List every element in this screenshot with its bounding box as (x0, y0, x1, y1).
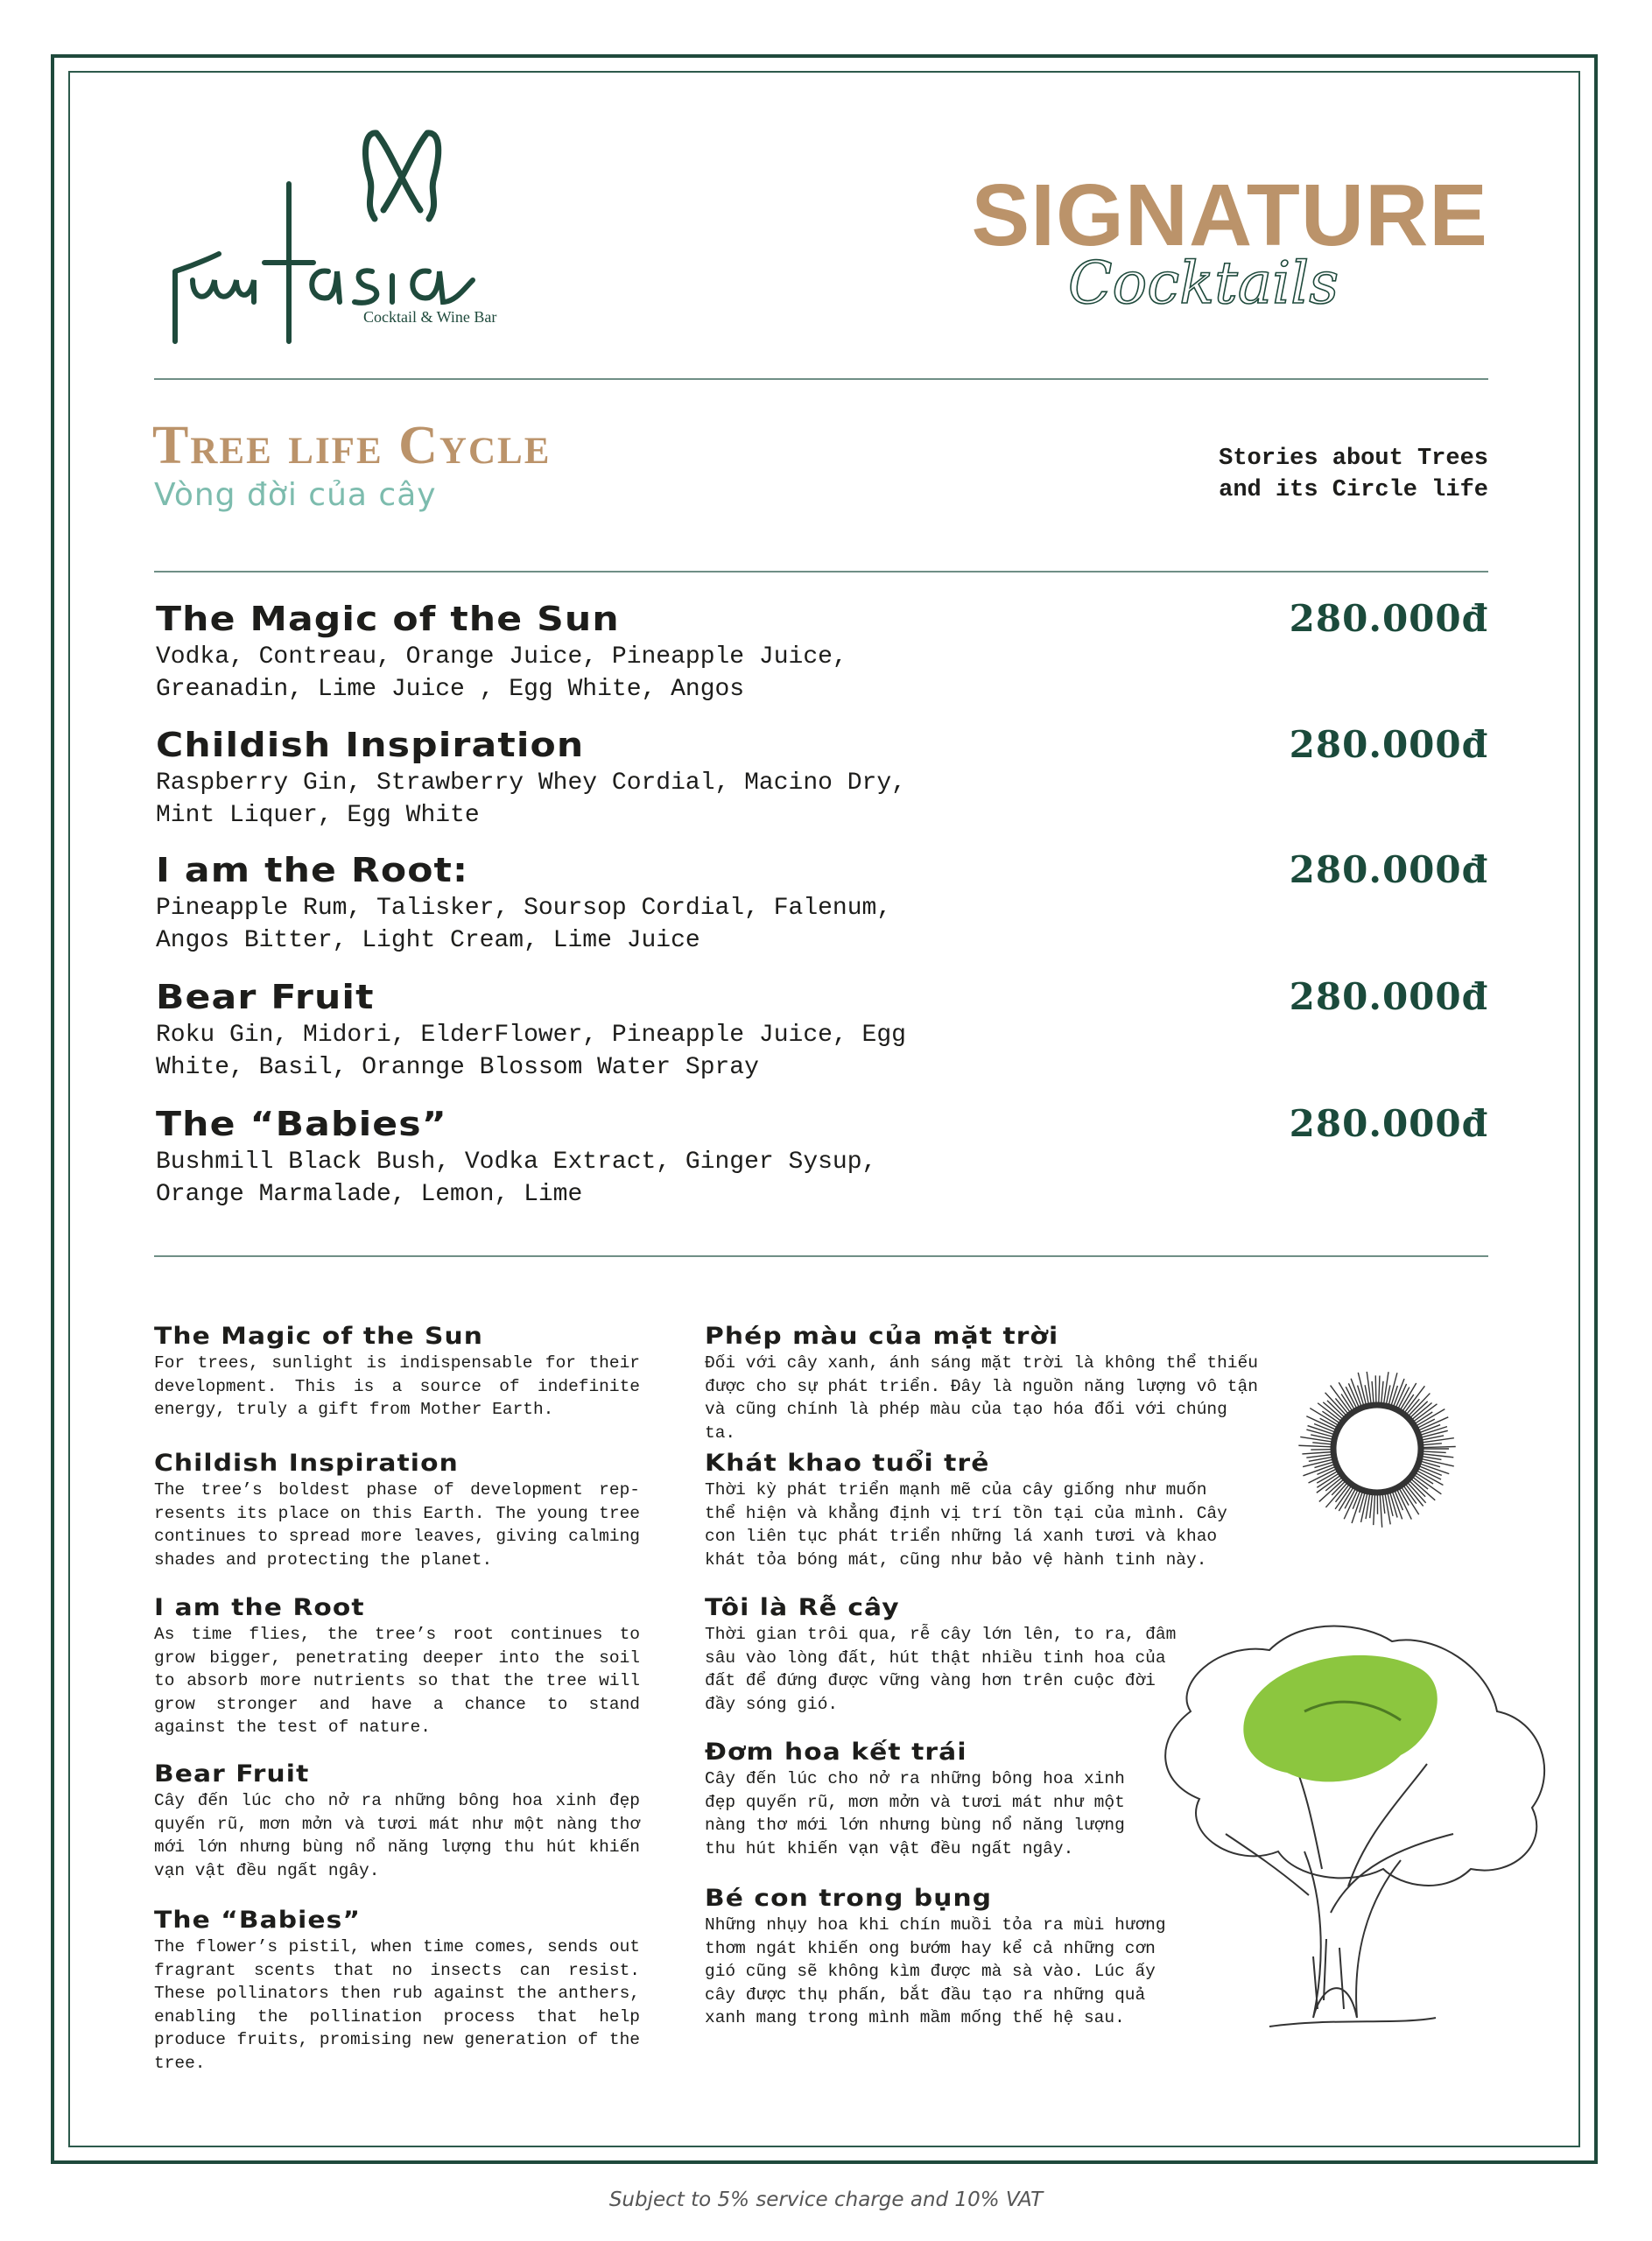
item-ingredients: Orange Marmalade, Lemon, Lime (156, 1181, 583, 1208)
item-ingredients: Bushmill Black Bush, Vodka Extract, Ginger Sysup, (156, 1149, 877, 1176)
story-en (154, 1760, 640, 1882)
cocktails-script (1059, 233, 1339, 329)
item-price: 280.000đ (1289, 723, 1488, 766)
svg-text:Cocktails: Cocktails (1068, 249, 1339, 317)
menu-item (156, 977, 1488, 1084)
item-ingredients: White, Basil, Orannge Blossom Water Spray (156, 1054, 759, 1081)
story-text: The tree’s boldest phase of development rep-resents its place on this Earth. The young tree continues to spread more leaves, giving calming shades and protecting the planet. (154, 1480, 640, 1570)
story-title: Bé con trong bụng (705, 1885, 993, 1912)
item-name: I am the Root: (156, 851, 469, 889)
item-ingredients: Raspberry Gin, Strawberry Whey Cordial, Macino Dry, (156, 769, 906, 797)
story-vi (705, 1884, 1177, 2030)
story-text: For trees, sunlight is indispensable for their development. This is a source of indefinite energy, truly a gift from Mother Earth. (154, 1353, 640, 1419)
story-en (154, 1906, 640, 2075)
story-title: The “Babies” (154, 1907, 362, 1934)
story-title: The Magic of the Sun (154, 1323, 484, 1350)
tree-sketch-icon (1138, 1606, 1593, 2044)
story-text: Những nhụy hoa khi chín muồi tỏa ra mùi hương thơm ngát khiến ong bướm hay kể cả những cơn gió cũng sẽ không kìm được mà sà vào. Lúc ấy cây được thụ phấn, bắt đầu tạo ra những quả xanh mang trong mình mầm mống thế hệ sau. (705, 1915, 1166, 2027)
story-title: Đơm hoa kết trái (705, 1739, 967, 1766)
stories-caption: Stories about Trees and its Circle life (1219, 446, 1488, 503)
divider (154, 1255, 1488, 1257)
story-title: I am the Root (154, 1594, 365, 1621)
story-text: As time flies, the tree’s root continues to grow bigger, penetrating deeper into the soil to absorb more nutrients so that the tree will grow stronger and have a chance to stand against the test of nature. (154, 1625, 640, 1737)
story-vi (705, 1593, 1177, 1716)
divider (154, 378, 1488, 380)
item-ingredients: Angos Bitter, Light Cream, Lime Juice (156, 927, 700, 954)
section-title: Tree life Cycle (152, 416, 552, 475)
menu-item (156, 1104, 1488, 1211)
item-name: The Magic of the Sun (156, 600, 620, 638)
story-text: Thời kỳ phát triển mạnh mẽ của cây giống như muốn thể hiện và khẳng định vị trí tồn tại của mình. Cây con liên tục phát triển những lá xanh tươi và khao khát tỏa bóng mát, cũng như bảo vệ hành tinh này. (705, 1480, 1227, 1570)
menu-item (156, 850, 1488, 957)
sun-sketch-icon (1294, 1366, 1460, 1532)
service-charge-note: Subject to 5% service charge and 10% VAT (608, 2188, 1044, 2211)
item-ingredients: Roku Gin, Midori, ElderFlower, Pineapple Juice, Egg (156, 1022, 906, 1049)
item-name: Childish Inspiration (156, 726, 585, 764)
item-price: 280.000đ (1289, 975, 1488, 1018)
story-vi (705, 1449, 1248, 1571)
item-ingredients: Greanadin, Lime Juice , Egg White, Angos (156, 676, 745, 703)
item-price: 280.000đ (1289, 597, 1488, 640)
story-text: Cây đến lúc cho nở ra những bông hoa xinh đẹp quyến rũ, mơn mởn và tươi mát như một nàng thơ mới lớn nhưng bùng nổ năng lượng thu hút khiến vạn vật đều ngất ngây. (154, 1791, 640, 1880)
story-text: The flower’s pistil, when time comes, sends out fragrant scents that no insects can resist. These pollinators then rub against the anthers, enabling the pollination process that help produce fruits, promising new generation of the tree. (154, 1937, 640, 2073)
menu-item (156, 725, 1488, 832)
story-vi (705, 1738, 1142, 1860)
item-ingredients: Mint Liquer, Egg White (156, 802, 480, 829)
story-en (154, 1593, 640, 1739)
story-en (154, 1322, 640, 1422)
logo-tagline: Cocktail & Wine Bar (363, 308, 497, 326)
divider (154, 571, 1488, 573)
story-text: Đối với cây xanh, ánh sáng mặt trời là không thể thiếu được cho sự phát triển. Đây là nguồn năng lượng vô tận và cũng chính là phép màu của tạo hóa đối với chúng ta. (705, 1353, 1258, 1443)
item-name: The “Babies” (156, 1105, 447, 1143)
item-price: 280.000đ (1289, 1102, 1488, 1145)
story-title: Khát khao tuổi trẻ (705, 1450, 990, 1477)
story-en (154, 1449, 640, 1571)
story-text: Thời gian trôi qua, rễ cây lớn lên, to ra, đâm sâu vào lòng đất, hút thật nhiều tinh hoa của đất để đứng được vững vàng hơn trên cuộc đời đầy sóng gió. (705, 1625, 1177, 1714)
item-ingredients: Pineapple Rum, Talisker, Soursop Cordial, Falenum, (156, 895, 892, 922)
section-subtitle: Vòng đời của cây (154, 477, 437, 513)
item-price: 280.000đ (1289, 848, 1488, 891)
item-ingredients: Vodka, Contreau, Orange Juice, Pineapple Juice, (156, 643, 847, 671)
story-title: Tôi là Rễ cây (705, 1594, 900, 1621)
item-name: Bear Fruit (156, 978, 375, 1016)
funtasia-logo (166, 123, 543, 350)
story-vi (705, 1322, 1265, 1444)
signature-cocktails-heading (875, 166, 1488, 320)
story-title: Childish Inspiration (154, 1450, 459, 1477)
menu-item (156, 599, 1488, 706)
story-text: Cây đến lúc cho nở ra những bông hoa xinh đẹp quyến rũ, mơn mởn và tươi mát như một nàng thơ mới lớn nhưng bùng nổ năng lượng thu hút khiến vạn vật đều ngất ngây. (705, 1769, 1125, 1858)
story-title: Phép màu của mặt trời (705, 1323, 1059, 1350)
story-title: Bear Fruit (154, 1760, 310, 1788)
signature-title: SIGNATURE (971, 166, 1488, 264)
